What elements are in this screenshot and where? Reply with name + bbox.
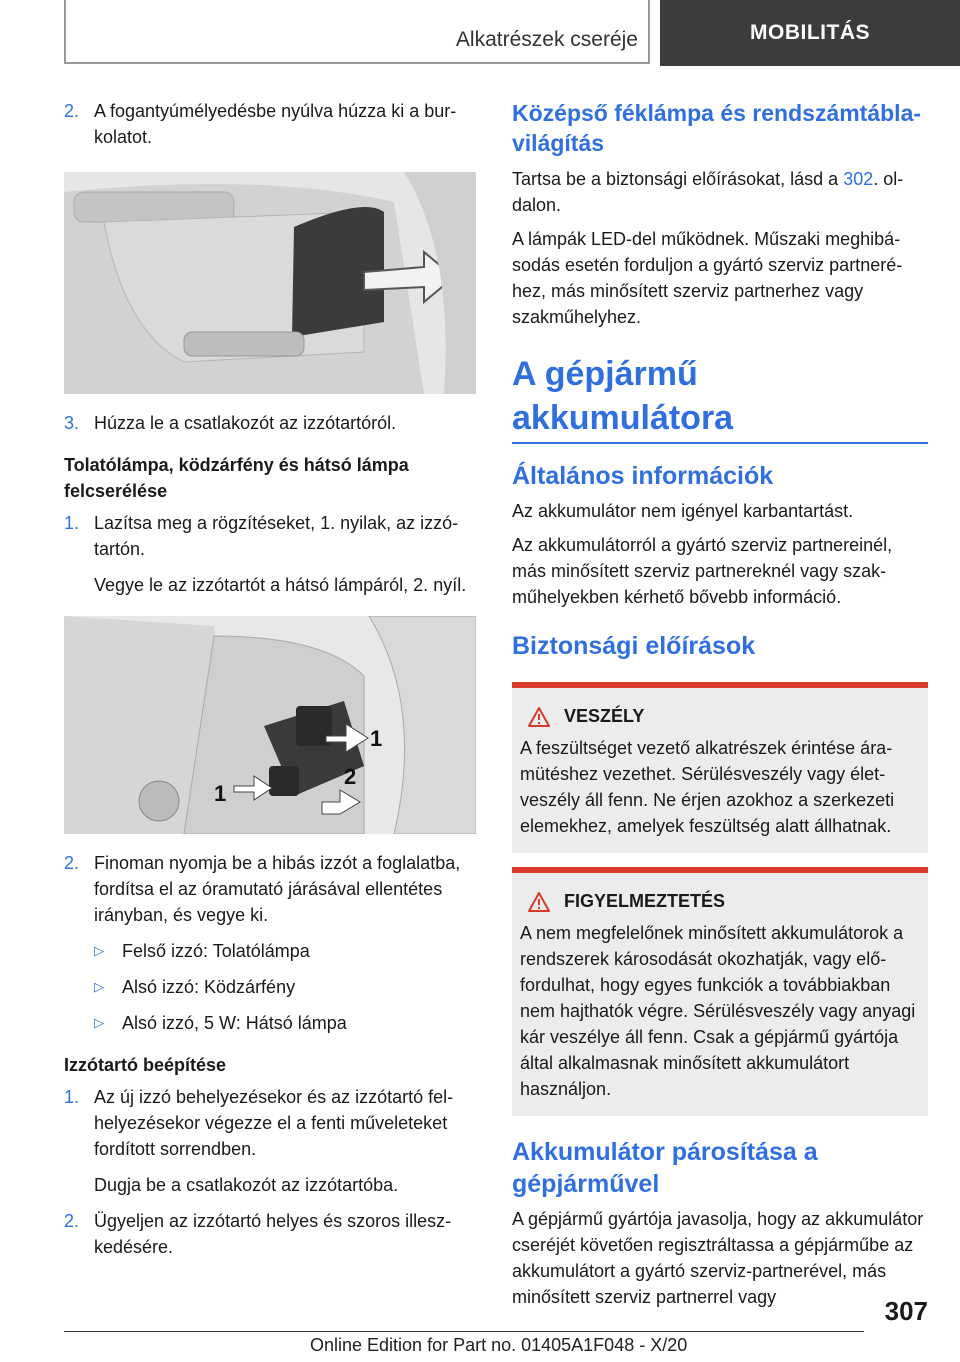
warning-text: A nem megfelelőnek minősített akkumulátorok a rendszerek károsodását okozhatják, vagy előfordulhat, hogy egyes funkciók a továbbiakban nem hajthatók végre. Sérülésveszély vagy anyagi kár veszélye áll fenn. Csak a gépjármű gyártója által alkalmasnak minősített akkumulátort használjon. <box>520 923 916 1099</box>
page-number: 307 <box>884 1296 928 1326</box>
step-subtext: Vegye le az izzótartót a hátsó lámpáról, 2. nyíl. <box>94 575 467 595</box>
subheading-replace-lamps: Tolatólámpa, ködzárfény és hátsó lámpa felcserélése <box>64 455 409 501</box>
step-text: A fogantyúmélyedésbe nyúlva húzza ki a burkolatot. <box>94 101 457 147</box>
step-text: Lazítsa meg a rögzítéseket, 1. nyilak, az izzótartón. <box>94 513 459 559</box>
heading-brake-light: Középső féklámpa és rendszámtábla-világítás <box>512 100 922 156</box>
step-3 <box>64 410 476 436</box>
warning-title: FIGYELMEZTETÉS <box>564 891 726 911</box>
fig-label-arrow-1a: 1 <box>370 726 383 751</box>
install-step-1 <box>64 1084 476 1162</box>
trunk-cover-illustration <box>64 172 476 394</box>
header-rule-right <box>648 0 650 64</box>
fig-label-arrow-2: 2 <box>344 764 357 789</box>
step-text: Húzza le a csatlakozót az izzótartóról. <box>94 413 397 433</box>
triangle-bullet-icon: ▷ <box>94 943 104 958</box>
header-rule-left <box>64 0 66 64</box>
warning-notice <box>512 867 928 1116</box>
paragraph-safety-ref: Tartsa be a biztonsági előírásokat, lásd a 302. oldalon. <box>512 169 904 215</box>
step-2 <box>64 98 476 150</box>
heading-safety: Biztonsági előírások <box>512 632 756 660</box>
danger-notice <box>512 682 928 853</box>
fig-label-arrow-1b: 1 <box>214 781 227 806</box>
step-number: 1. <box>64 513 80 533</box>
paragraph-info: Az akkumulátorról a gyártó szerviz partnereinél, más minősített szerviz partnereknél vagy szakműhelyekben kérhető bővebb információ. <box>512 535 893 607</box>
triangle-bullet-icon: ▷ <box>94 1015 104 1030</box>
subheading-install-holder: Izzótartó beépítése <box>64 1055 227 1075</box>
danger-text: A feszültséget vezető alkatrészek érintése áramütéshez vezethet. Sérülésveszély vagy életveszély áll fenn. Ne érjen azokhoz a szerkezeti elemekhez, amelyek feszültség alatt állhatnak. <box>520 738 895 836</box>
paragraph-pairing: A gépjármű gyártója javasolja, hogy az akkumulátor cseréjét követően regisztráltassa a gépjárműbe az akkumulátort a gyártó szerviz-partnerével, más minősített szerviz partnerrel vagy <box>512 1209 924 1307</box>
section-title: Alkatrészek cseréje <box>455 28 638 51</box>
warning-triangle-icon <box>528 892 550 912</box>
left-column <box>64 98 476 1270</box>
footer-edition: Online Edition for Part no. 01405A1F048 - X/20 <box>310 1335 688 1355</box>
heading-general-info: Általános információk <box>512 462 774 490</box>
figure-trunk-cover <box>64 172 476 394</box>
bullet-item: ▷ Alsó izzó: Ködzárfény <box>94 974 476 1000</box>
install-step-2 <box>64 1208 476 1260</box>
triangle-bullet-icon: ▷ <box>94 979 104 994</box>
bulb-holder-illustration <box>64 616 476 834</box>
chapter-tab[interactable]: MOBILITÁS <box>660 0 960 66</box>
header-rule-bottom <box>64 62 648 64</box>
step-text: Ügyeljen az izzótartó helyes és szoros illeszkedésére. <box>94 1211 452 1257</box>
step-text: Az új izzó behelyezésekor és az izzótartó felhelyezésekor végezze el a fenti műveleteket fordított sorrendben. <box>94 1087 454 1159</box>
paragraph-maintenance: Az akkumulátor nem igényel karbantartást. <box>512 501 854 521</box>
step-number: 2. <box>64 1211 80 1231</box>
bullet-item: ▷ Felső izzó: Tolatólámpa <box>94 938 476 964</box>
figure-bulb-holder <box>64 616 476 834</box>
paragraph-led: A lámpák LED-del működnek. Műszaki meghibásodás esetén forduljon a gyártó szerviz partneréhez, más minősített szerviz partnerhez vagy szakműhelyhez. <box>512 229 903 327</box>
step-number: 1. <box>64 1087 80 1107</box>
bullet-item: ▷ Alsó izzó, 5 W: Hátsó lámpa <box>94 1010 476 1036</box>
replace-step-1 <box>64 510 476 562</box>
step-text: Finoman nyomja be a hibás izzót a foglalatba, fordítsa el az óramutató járásával ellentétes irányban, és vegye ki. <box>94 853 461 925</box>
right-column <box>512 98 928 1318</box>
warning-triangle-icon <box>528 707 550 727</box>
page-link-302[interactable]: 302 <box>843 169 874 189</box>
heading-battery: A gépjármű akkumulátora <box>512 352 928 444</box>
danger-title: VESZÉLY <box>564 706 645 726</box>
heading-battery-pairing: Akkumulátor párosítása a gépjárművel <box>512 1138 818 1198</box>
footer-rule <box>64 1331 864 1332</box>
step-number: 2. <box>64 101 80 121</box>
step-number: 3. <box>64 413 80 433</box>
step-number: 2. <box>64 853 80 873</box>
replace-step-2 <box>64 850 476 928</box>
step-subtext: Dugja be a csatlakozót az izzótartóba. <box>94 1175 399 1195</box>
